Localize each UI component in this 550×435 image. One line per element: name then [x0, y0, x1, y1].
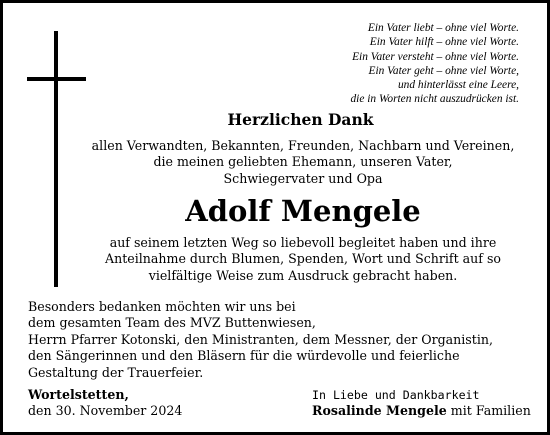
thanks-reason — [63, 235, 543, 284]
cross-icon-horizontal-beam — [27, 77, 86, 81]
thanks-reason-line: auf seinem letzten Weg so liebevoll begleitet haben und ihre — [109, 235, 497, 250]
deceased-name: Adolf Mengele — [185, 194, 421, 228]
poem-line: Ein Vater liebt – ohne viel Worte. — [367, 22, 519, 34]
signer-name: Rosalinde Mengele — [312, 403, 447, 418]
special-thanks-line: den Sängerinnen und den Bläsern für die würdevolle und feierliche — [28, 348, 460, 364]
poem-line: Ein Vater hilft – ohne viel Worte. — [369, 36, 519, 49]
special-thanks-line: Herrn Pfarrer Kotonski, den Ministranten, dem Messner, der Organistin, — [28, 331, 493, 347]
thanks-recipients — [63, 138, 543, 187]
thanks-recipients-line: Schwiegervater und Opa — [223, 170, 383, 186]
special-thanks-line: dem gesamten Team des MVZ Buttenwiesen, — [28, 315, 316, 331]
thanks-reason-line: Anteilnahme durch Blumen, Spenden, Wort und Schrift auf so — [105, 251, 501, 267]
closing-phrase: In Liebe und Dankbarkeit — [312, 388, 480, 402]
place: Wortelstetten, — [28, 387, 129, 402]
special-thanks — [28, 299, 538, 381]
poem-line: Ein Vater versteht – ohne viel Worte. — [352, 50, 519, 63]
poem — [259, 21, 519, 107]
signers — [312, 403, 531, 419]
heading: Herzlichen Dank — [227, 110, 374, 129]
special-thanks-line: Gestaltung der Trauerfeier. — [28, 364, 204, 380]
thanks-recipients-line: die meinen geliebten Ehemann, unseren Vater, — [153, 154, 453, 170]
cross-icon-vertical-beam — [54, 31, 58, 287]
signer-suffix: mit Familien — [446, 403, 531, 418]
thanks-reason-line: vielfältige Weise zum Ausdruck gebracht haben. — [148, 267, 458, 283]
thanks-recipients-line: allen Verwandten, Bekannten, Freunden, Nachbarn und Vereinen, — [91, 138, 515, 153]
poem-line: die in Worten nicht auszudrücken ist. — [350, 93, 519, 106]
special-thanks-line: Besonders bedanken möchten wir uns bei — [28, 299, 296, 314]
date: den 30. November 2024 — [28, 403, 183, 418]
poem-line: Ein Vater geht – ohne viel Worte, — [368, 64, 519, 77]
poem-line: und hinterlässt eine Leere, — [397, 79, 519, 92]
